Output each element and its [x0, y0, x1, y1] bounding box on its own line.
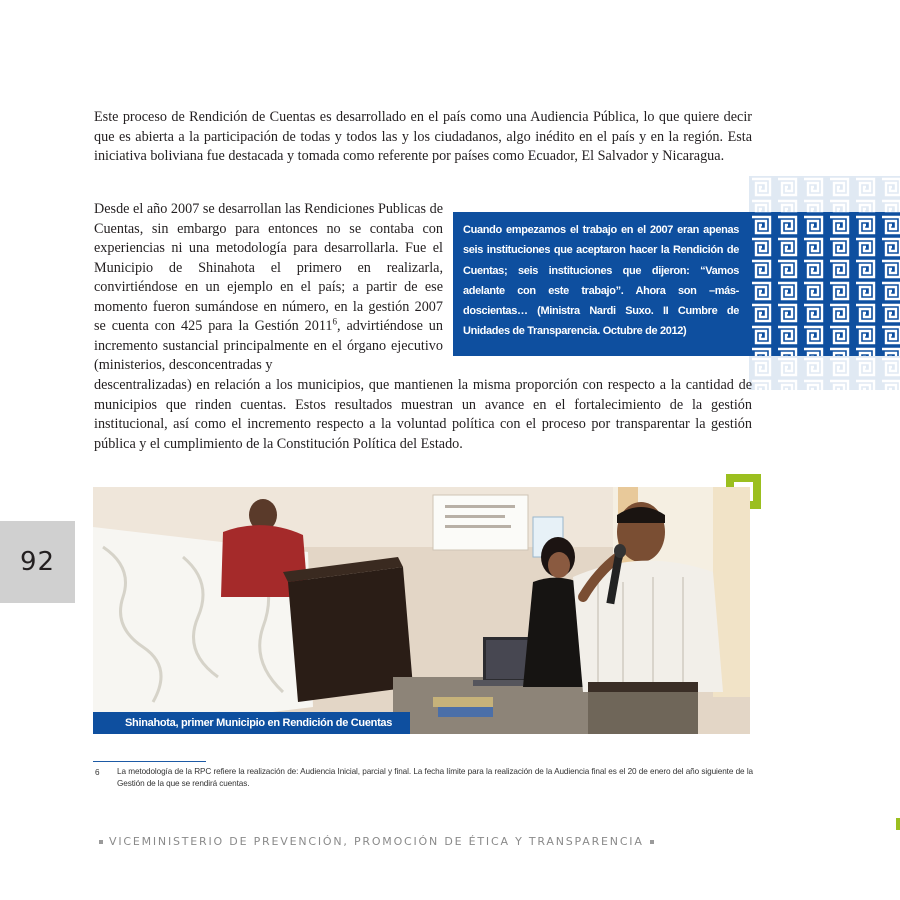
footer-bullet-right-icon	[650, 840, 654, 844]
event-photo	[93, 487, 750, 734]
footnote-text: La metodología de la RPC refiere la realización de: Audiencia Inicial, parcial y final. La fecha límite para la realización de la Audiencia final es el 20 de enero del año siguiente de la Gestión de la que se rendirá cuentas.	[117, 767, 753, 788]
photo-illustration	[93, 487, 750, 734]
paragraph-2-end: , advirtiéndose un incremento sustancial principalmente en el órgano ejecutivo (ministerios, desconcentradas y	[94, 318, 443, 373]
footer-bullet-left-icon	[99, 840, 103, 844]
paragraph-2-main: Desde el año 2007 se desarrollan las Rendiciones Publicas de Cuentas, sin embargo para entonces no se contaba con experiencias ni una metodología para desarrollarla. Fue el Municipio de Shinahota el primero en realizarla, convirtiéndose en un ejemplo en el país; a partir de ese momento fueron sumándose en número, en la gestión 2007 se cuenta con 425 para la Gestión 2011	[94, 201, 443, 334]
footnote-number: 6	[95, 768, 100, 777]
edge-color-mark	[896, 818, 900, 830]
footnote-divider	[93, 761, 206, 762]
quote-box: Cuando empezamos el trabajo en el 2007 eran apenas seis instituciones que aceptaron hacer la Rendición de Cuentas; seis instituciones que dijeron: “Vamos adelante con este trabajo”. Ahora son –más- doscientas… (Ministra Nardi Suxo. II Cumbre de Unidades de Transparencia. Octubre de 2012)	[453, 212, 749, 356]
footnote-reference[interactable]: 6	[332, 316, 338, 327]
footer-text: VICEMINISTERIO DE PREVENCIÓN, PROMOCIÓN DE ÉTICA Y TRANSPARENCIA	[109, 835, 644, 848]
greek-key-pattern-icon	[749, 212, 900, 356]
photo-caption: Shinahota, primer Municipio en Rendición de Cuentas	[93, 712, 410, 734]
page-number: 92	[19, 547, 56, 577]
paragraph-3: descentralizadas) en relación a los municipios, que mantienen la misma proporción con respecto a la cantidad de municipios que rinden cuentas. Estos resultados muestran un avance en el fortalecimiento de la gestión institucional, así como el incremento respecto a la voluntad política con el proceso por transparentar la gestión pública y el cumplimiento de la Constitución Política del Estado.	[94, 377, 752, 452]
footer	[93, 835, 660, 848]
paragraph-1: Este proceso de Rendición de Cuentas es desarrollado en el país como una Audiencia Pública, lo que quiere decir que es abierta a la participación de todas y todos las y los ciudadanos, algo inédito en el país y en la región. Esta iniciativa boliviana fue destacada y tomada como referente por países como Ecuador, El Salvador y Nicaragua.	[94, 109, 752, 164]
greek-key-pattern-ghost-bottom-icon	[749, 356, 900, 390]
paragraph-2	[94, 200, 443, 376]
greek-key-pattern-ghost-top-icon	[749, 176, 900, 212]
